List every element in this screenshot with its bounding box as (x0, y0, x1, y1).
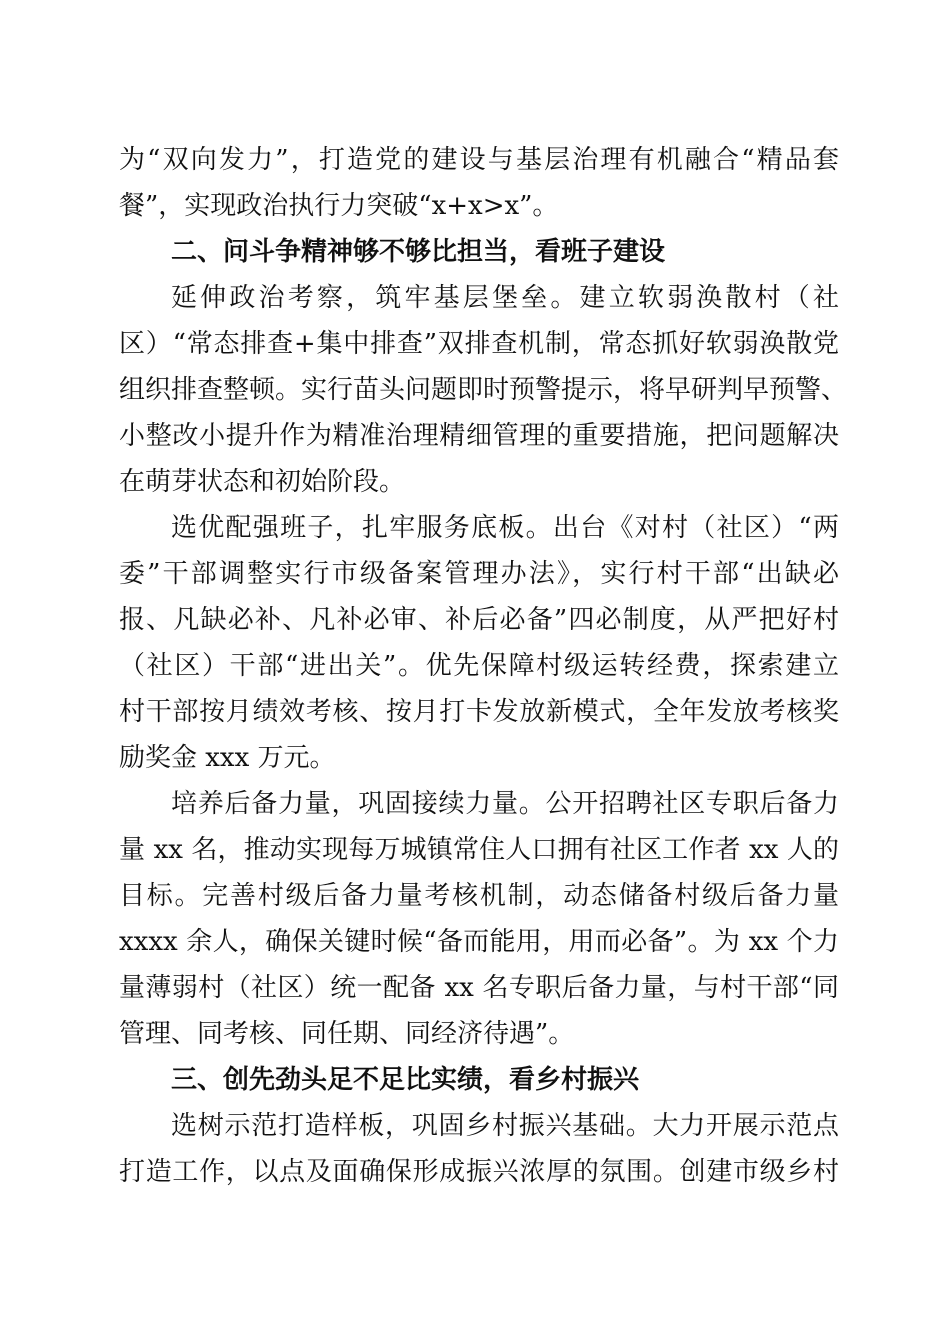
body-text-line: 为“双向发力”，打造党的建设与基层治理有机融合“精品套 (119, 145, 839, 175)
body-text-line: 小整改小提升作为精准治理精细管理的重要措施，把问题解决 (119, 421, 839, 451)
body-text-line: 目标。完善村级后备力量考核机制，动态储备村级后备力量 (119, 881, 839, 911)
body-text-line: xxxx 余人，确保关键时候“备而能用，用而必备”。为 xx 个力 (119, 927, 839, 957)
paragraph-first-line: 培养后备力量，巩固接续力量。公开招聘社区专职后备力 (171, 789, 839, 819)
paragraph-first-line: 延伸政治考察，筑牢基层堡垒。建立软弱涣散村（社 (171, 283, 839, 313)
body-text-line: 村干部按月绩效考核、按月打卡发放新模式，全年发放考核奖 (119, 697, 839, 727)
body-text-line: 打造工作，以点及面确保形成振兴浓厚的氛围。创建市级乡村 (119, 1157, 839, 1187)
body-text-line: 量 xx 名，推动实现每万城镇常住人口拥有社区工作者 xx 人的 (119, 835, 839, 865)
body-text-line: 报、凡缺必补、凡补必审、补后必备”四必制度，从严把好村 (119, 605, 839, 635)
body-text-line: （社区）干部“进出关”。优先保障村级运转经费，探索建立 (119, 651, 839, 681)
body-text-line: 量薄弱村（社区）统一配备 xx 名专职后备力量，与村干部“同 (119, 973, 839, 1003)
section-heading-3: 三、创先劲头足不足比实绩，看乡村振兴 (171, 1065, 640, 1095)
body-text-line: 在萌芽状态和初始阶段。 (119, 467, 406, 497)
paragraph-first-line: 选树示范打造样板，巩固乡村振兴基础。大力开展示范点 (171, 1111, 839, 1141)
body-text-line: 餐”，实现政治执行力突破“x+x>x”。 (119, 191, 559, 221)
body-text-line: 区）“常态排查+集中排查”双排查机制，常态抓好软弱涣散党 (119, 329, 839, 359)
body-text-line: 组织排查整顿。实行苗头问题即时预警提示，将早研判早预警、 (119, 375, 848, 405)
paragraph-first-line: 选优配强班子，扎牢服务底板。出台《对村（社区）“两 (171, 513, 839, 543)
body-text-line: 励奖金 xxx 万元。 (119, 743, 336, 773)
section-heading-2: 二、问斗争精神够不够比担当，看班子建设 (171, 237, 666, 267)
body-text-line: 委”干部调整实行市级备案管理办法》，实行村干部“出缺必 (119, 559, 839, 589)
body-text-line: 管理、同考核、同任期、同经济待遇”。 (119, 1019, 575, 1049)
